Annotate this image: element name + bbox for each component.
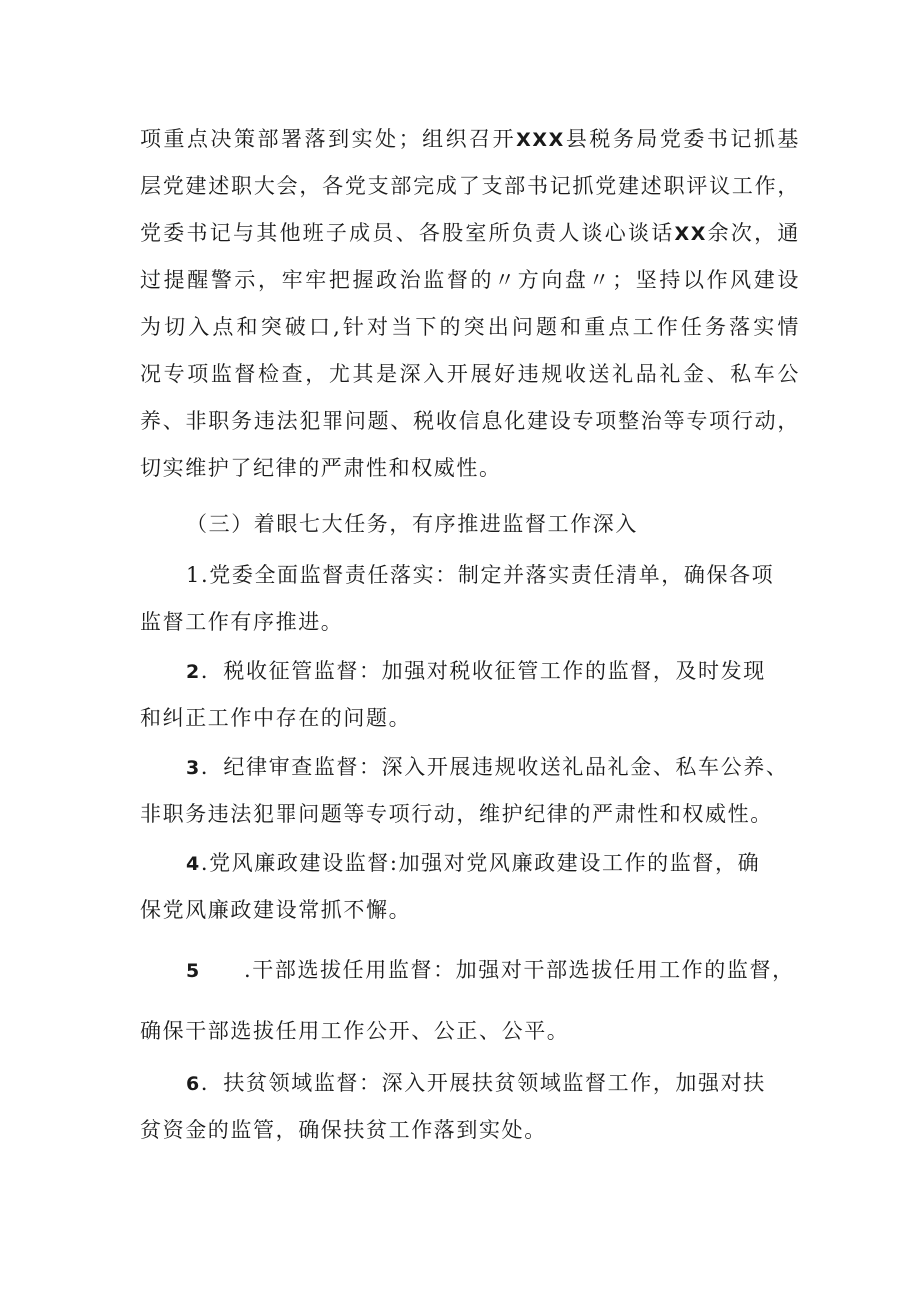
list-item-number: 4 xyxy=(186,853,201,875)
placeholder-county: XXX xyxy=(516,129,565,151)
paragraph-1-line-6: 况专项监督检查，尤其是深入开展好违规收送礼品礼金、私车公 xyxy=(140,362,800,386)
list-item-2-line-2: 和纠正工作中存在的问题。 xyxy=(140,706,412,730)
section-heading: （三）着眼七大任务，有序推进监督工作深入 xyxy=(186,512,638,536)
list-item-text: .党风廉政建设监督:加强对党风廉政建设工作的监督，确 xyxy=(200,851,761,875)
list-item-text: ．纪律审查监督：深入开展违规收送礼品礼金、私车公养、 xyxy=(200,755,789,779)
paragraph-1-line-5: 为切入点和突破口,针对当下的突出问题和重点工作任务落实情 xyxy=(140,315,800,339)
placeholder-count: XX xyxy=(674,223,708,245)
list-item-number: 1. xyxy=(186,563,210,587)
list-item-5-line-2: 确保干部选拔任用工作公开、公正、公平。 xyxy=(140,1019,570,1043)
list-item-4-line-1 xyxy=(186,848,800,879)
list-item-text: ．扶贫领域监督：深入开展扶贫领域监督工作，加强对扶 xyxy=(200,1071,766,1095)
list-item-6-line-2: 贫资金的监管，确保扶贫工作落到实处。 xyxy=(140,1118,547,1142)
list-item-5-line-1 xyxy=(186,955,800,986)
list-item-number: 5 xyxy=(186,960,201,982)
list-item-1-line-1 xyxy=(186,560,800,590)
list-item-3-line-2: 非职务违法犯罪问题等专项行动，维护纪律的严肃性和权威性。 xyxy=(140,802,773,826)
paragraph-1-line-3 xyxy=(140,218,800,249)
list-item-text: ．税收征管监督：加强对税收征管工作的监督，及时发现 xyxy=(200,659,766,683)
paragraph-1-line-8: 切实维护了纪律的严肃性和权威性。 xyxy=(140,456,502,480)
text-run: 党委书记与其他班子成员、各股室所负责人谈心谈话 xyxy=(140,221,675,245)
list-item-number: 6 xyxy=(186,1073,201,1095)
list-item-6-line-1 xyxy=(186,1068,800,1099)
list-item-text: .干部选拔任用监督：加强对干部选拔任用工作的监督， xyxy=(244,958,795,982)
list-item-3-line-1 xyxy=(186,752,800,783)
paragraph-1-line-1 xyxy=(140,124,800,155)
list-item-number: 3 xyxy=(186,757,201,779)
text-run: 项重点决策部署落到实处；组织召开 xyxy=(140,127,517,151)
text-run: 县税务局党委书记抓基 xyxy=(564,127,800,151)
paragraph-1-line-7: 养、非职务违法犯罪问题、税收信息化建设专项整治等专项行动， xyxy=(140,409,800,433)
list-item-1-line-2: 监督工作有序推进。 xyxy=(140,610,344,634)
list-item-text: 党委全面监督责任落实：制定并落实责任清单，确保各项 xyxy=(209,563,775,587)
list-item-number: 2 xyxy=(186,661,201,683)
paragraph-1-line-4: 过提醒警示，牢牢把握政治监督的〃方向盘〃；坚持以作风建设 xyxy=(140,268,800,292)
text-run: 余次，通 xyxy=(707,221,800,245)
list-item-2-line-1 xyxy=(186,656,800,687)
paragraph-1-line-2: 层党建述职大会，各党支部完成了支部书记抓党建述职评议工作， xyxy=(140,174,800,198)
list-item-4-line-2: 保党风廉政建设常抓不懈。 xyxy=(140,898,412,922)
